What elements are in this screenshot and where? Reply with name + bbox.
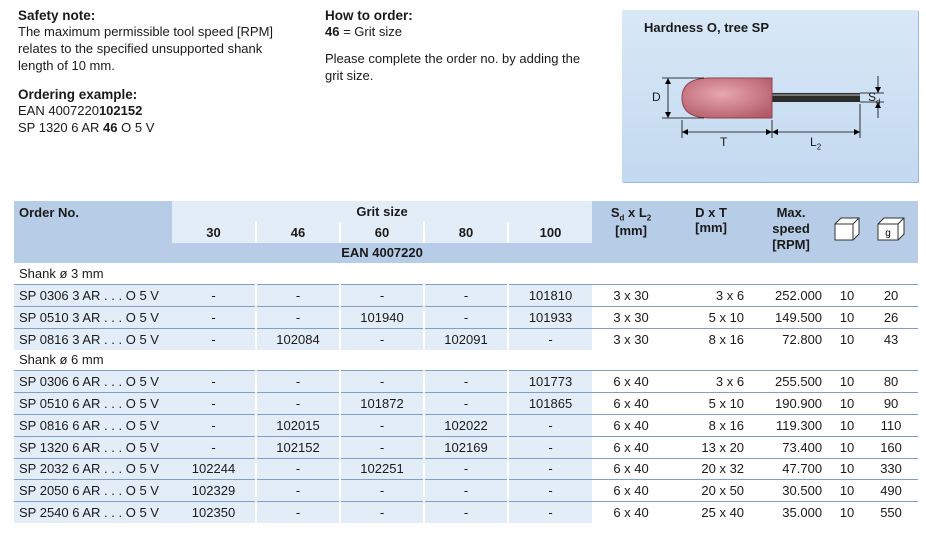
how-to-order-line: Please complete the order no. by adding the [325,51,581,66]
table-row [14,502,918,523]
grit-30-cell: - [172,436,256,458]
label-l-sub: 2 [816,142,822,152]
weight-cell: 330 [864,458,918,480]
dxt-cell: 5 x 10 [670,393,752,415]
grit-46-cell: - [256,371,340,393]
grit-80-cell: 102022 [424,414,508,436]
header-l2: x L [624,205,647,220]
header-sd-sub: d [619,213,625,223]
grit-46-cell: 102084 [256,328,340,349]
pack-qty-cell: 10 [830,328,864,349]
shank-highlight [772,94,860,96]
grit-100-cell: - [508,458,592,480]
grit-46-cell: - [256,480,340,502]
grit-46-cell: 102152 [256,436,340,458]
weight-cell: 160 [864,436,918,458]
table-row [14,458,918,480]
max-speed-cell: 119.300 [752,414,830,436]
header-sd-l2 [592,201,670,263]
max-speed-cell: 30.500 [752,480,830,502]
how-to-order-title: How to order: [325,8,413,23]
max-speed-cell: 47.700 [752,458,830,480]
grit-30-cell: - [172,285,256,307]
grit-text: = Grit size [339,24,402,39]
grit-46-cell: - [256,285,340,307]
weight-icon-label: g [885,228,891,239]
how-to-order [325,8,615,84]
grit-46-cell: - [256,393,340,415]
grit-80-cell: 102091 [424,328,508,349]
dxt-cell: 13 x 20 [670,436,752,458]
max-speed-cell: 72.800 [752,328,830,349]
order-no-cell: SP 1320 6 AR . . . O 5 V [14,436,172,458]
sd-l2-cell: 6 x 40 [592,414,670,436]
header-dxt-label: D x T [695,205,727,220]
table-header-row [14,201,918,222]
table-row [14,285,918,307]
grit-46-cell: - [256,502,340,523]
label-s-sub: d [876,97,881,107]
weight-cell: 80 [864,371,918,393]
max-speed-cell: 149.500 [752,306,830,328]
weight-cell: 550 [864,502,918,523]
weight-cell: 490 [864,480,918,502]
order-no-cell: SP 0816 3 AR . . . O 5 V [14,328,172,349]
grit-80-cell: - [424,371,508,393]
how-to-order-line: grit size. [325,68,374,83]
max-speed-cell: 190.900 [752,393,830,415]
weight-cell: 20 [864,285,918,307]
package-box-icon [832,215,862,241]
grit-30-cell: 102244 [172,458,256,480]
dxt-cell: 20 x 50 [670,480,752,502]
grit-30-cell: 102350 [172,502,256,523]
label-l2 [810,135,821,151]
pack-qty-cell: 10 [830,502,864,523]
grit-60-cell: 101940 [340,306,424,328]
grit-80-cell: - [424,480,508,502]
grit-30-cell: - [172,414,256,436]
order-no-cell: SP 0510 6 AR . . . O 5 V [14,393,172,415]
group-label: Shank ø 6 mm [19,352,104,368]
table-row [14,371,918,393]
header-l2-sub: 2 [646,213,652,223]
grit-60-cell: 102251 [340,458,424,480]
dxt-cell: 8 x 16 [670,414,752,436]
order-no-cell: SP 2540 6 AR . . . O 5 V [14,502,172,523]
grit-80-cell: - [424,458,508,480]
sd-l2-cell: 3 x 30 [592,328,670,349]
grit-100-cell: 101933 [508,306,592,328]
sd-l2-cell: 3 x 30 [592,306,670,328]
dxt-cell: 25 x 40 [670,502,752,523]
order-no-cell: SP 0510 3 AR . . . O 5 V [14,306,172,328]
grit-30-cell: - [172,328,256,349]
header-grit-80: 80 [424,222,508,243]
table-row [14,306,918,328]
grit-bold: 46 [325,24,340,39]
diagram-title: Hardness O, tree SP [644,20,769,35]
sd-l2-cell: 6 x 40 [592,502,670,523]
header-dxt-unit: [mm] [695,220,727,235]
header-max-speed [752,201,830,263]
group-label: Shank ø 3 mm [19,266,104,282]
sd-l2-cell: 6 x 40 [592,371,670,393]
pack-qty-cell: 10 [830,371,864,393]
grit-60-cell: - [340,371,424,393]
weight-cell: 43 [864,328,918,349]
weight-box-icon [875,215,907,241]
grit-100-cell: 101773 [508,371,592,393]
header-speed-1: Max. [776,205,806,220]
grit-80-cell: - [424,502,508,523]
ordering-example-ean [18,102,308,119]
grit-30-cell: 102329 [172,480,256,502]
sp-bold: 46 [103,120,118,135]
header-dxt [670,201,752,263]
grit-60-cell: - [340,436,424,458]
label-d: D [652,90,661,104]
header-sd-l2-unit: [mm] [615,222,647,238]
header-pack [830,201,864,263]
pack-qty-cell: 10 [830,414,864,436]
table-row [14,414,918,436]
header-grit-46: 46 [256,222,340,243]
sd-l2-cell: 6 x 40 [592,436,670,458]
grit-60-cell: - [340,414,424,436]
grit-46-cell: 102015 [256,414,340,436]
dxt-cell: 20 x 32 [670,458,752,480]
grit-60-cell: - [340,285,424,307]
ordering-example-title: Ordering example: [18,87,138,102]
safety-note-title: Safety note: [18,8,96,23]
sd-l2-cell: 6 x 40 [592,480,670,502]
safety-note-line: relates to the specified unsupported shank [18,41,263,56]
grit-100-cell: - [508,414,592,436]
safety-note [18,8,308,74]
header-speed-2: speed [772,221,810,236]
pack-qty-cell: 10 [830,393,864,415]
order-no-cell: SP 0306 3 AR . . . O 5 V [14,285,172,307]
group-row [14,350,918,371]
max-speed-cell: 73.400 [752,436,830,458]
header-speed-3: [RPM] [772,237,810,252]
grit-30-cell: - [172,371,256,393]
header-grit-size: Grit size [172,201,592,222]
grit-100-cell: - [508,480,592,502]
order-no-cell: SP 2050 6 AR . . . O 5 V [14,480,172,502]
sd-l2-cell: 6 x 40 [592,458,670,480]
table-row [14,328,918,349]
grit-100-cell: 101865 [508,393,592,415]
sd-l2-cell: 6 x 40 [592,393,670,415]
pack-qty-cell: 10 [830,436,864,458]
max-speed-cell: 252.000 [752,285,830,307]
dxt-cell: 5 x 10 [670,306,752,328]
grit-60-cell: - [340,502,424,523]
header-grit-60: 60 [340,222,424,243]
grit-60-cell: - [340,480,424,502]
ordering-example [18,87,308,136]
pack-qty-cell: 10 [830,306,864,328]
group-row [14,263,918,284]
label-l: L [810,135,817,149]
grit-60-cell: - [340,328,424,349]
grit-100-cell: - [508,436,592,458]
grit-46-cell: - [256,306,340,328]
table-row [14,436,918,458]
sd-l2-cell: 3 x 30 [592,285,670,307]
grit-80-cell: - [424,306,508,328]
grit-100-cell: - [508,328,592,349]
ean-prefix: EAN 4007220 [18,103,99,118]
dxt-cell: 8 x 16 [670,328,752,349]
ordering-example-sp [18,119,308,136]
weight-cell: 90 [864,393,918,415]
pack-qty-cell: 10 [830,480,864,502]
header-grit-30: 30 [172,222,256,243]
table-row [14,393,918,415]
pack-qty-cell: 10 [830,458,864,480]
header-sd: S [610,205,620,220]
grinding-stone [682,78,772,118]
grit-30-cell: - [172,393,256,415]
tool-diagram [622,10,918,182]
pack-qty-cell: 10 [830,285,864,307]
order-no-cell: SP 2032 6 AR . . . O 5 V [14,458,172,480]
ean-bold: 102152 [98,103,143,118]
table-row [14,480,918,502]
safety-note-line: The maximum permissible tool speed [RPM] [18,24,274,39]
header-order-no: Order No. [14,201,172,263]
grit-100-cell: 101810 [508,285,592,307]
grit-60-cell: 101872 [340,393,424,415]
header-ean: EAN 4007220 [172,243,592,264]
header-grit-100: 100 [508,222,592,243]
dxt-cell: 3 x 6 [670,285,752,307]
grit-46-cell: - [256,458,340,480]
order-no-cell: SP 0816 6 AR . . . O 5 V [14,414,172,436]
weight-cell: 110 [864,414,918,436]
label-sd [868,90,880,106]
label-t: T [720,135,728,149]
dxt-cell: 3 x 6 [670,371,752,393]
safety-note-line: length of 10 mm. [18,58,115,73]
how-to-order-grit [325,23,615,40]
grit-80-cell: 102169 [424,436,508,458]
label-s: S [868,90,877,104]
header-weight [864,201,918,263]
max-speed-cell: 255.500 [752,371,830,393]
sp-post: O 5 V [117,120,155,135]
weight-cell: 26 [864,306,918,328]
product-table [14,201,918,523]
max-speed-cell: 35.000 [752,502,830,523]
sp-pre: SP 1320 6 AR [18,120,104,135]
grit-80-cell: - [424,393,508,415]
grit-30-cell: - [172,306,256,328]
table-body [14,263,918,523]
grit-80-cell: - [424,285,508,307]
grit-100-cell: - [508,502,592,523]
order-no-cell: SP 0306 6 AR . . . O 5 V [14,371,172,393]
